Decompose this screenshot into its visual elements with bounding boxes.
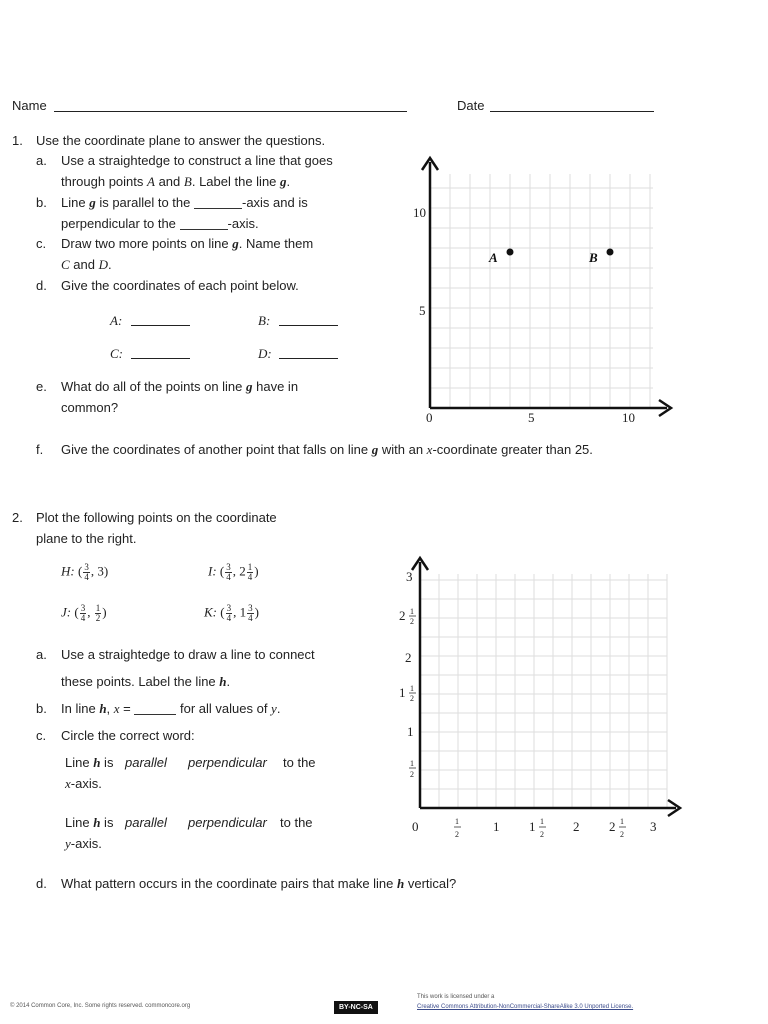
x-tick-0: 0 [412,819,419,834]
x-variable: x [426,442,433,457]
denominator: 2 [95,613,101,623]
point-a-label: A [147,174,155,189]
y-tick-1: 1 [407,724,414,739]
text: and [69,257,99,272]
y-tick-3: 3 [406,569,413,584]
line-h-label: h [93,755,101,770]
q2c2-to-the: to the [280,815,313,830]
q2c1-to-the: to the [283,755,316,770]
q2-stem-line1: Plot the following points on the coordinate [36,510,277,525]
q1d-letter: d. [36,278,47,293]
text: = [119,701,135,716]
q2a-line1: Use a straightedge to draw a line to connect [61,647,315,662]
x-tick-5: 5 [528,410,535,425]
point-h: H: ( $\frac{3}{4}$ , 3) [61,562,109,582]
text: What pattern occurs in the coordinate pairs that make line [61,876,398,891]
text: . [226,674,231,689]
line-h-label: h [99,701,107,716]
answer-blank[interactable] [180,229,228,230]
text: -axis. [227,216,259,231]
copyright-text: © 2014 Common Core, Inc. Some rights reserved. commoncore.org [10,1003,191,1009]
q1f-text [61,443,593,456]
text: Line [61,195,90,210]
q2c1-line2 [65,777,102,790]
numerator: 3 [226,562,231,572]
line-g-label: g [246,379,253,394]
x-tick-0-5-den: 2 [455,830,459,839]
q1d-text: Give the coordinates of each point below. [61,278,299,293]
q1a-line1: Use a straightedge to construct a line that goes [61,153,333,168]
text: -axis. [70,836,102,851]
whole: 1 [239,604,247,620]
answer-blank[interactable] [194,208,242,209]
y-variable: y [65,836,71,851]
x-variable: x [65,776,71,791]
q2-stem-line2: plane to the right. [36,531,137,546]
numerator: 3 [248,603,253,613]
q1b-line2 [61,217,259,230]
grid-1 [430,174,653,408]
cc-license-badge[interactable] [334,996,378,1014]
q2a-line2 [61,675,230,688]
x-tick-1-5-num: 1 [540,817,544,826]
text: Draw two more points on line [61,236,233,251]
text: . [286,174,291,189]
q2-number: 2. [12,510,23,525]
q2a-letter: a. [36,647,47,662]
point-c-label: C [61,257,70,272]
text: and [154,174,184,189]
y-tick-0-5-num: 1 [410,759,414,768]
fraction [226,604,233,623]
denominator: 4 [80,613,86,623]
denominator: 4 [84,572,89,582]
point-b-label: B [589,250,598,265]
text: . [276,701,281,716]
line-h-label: h [93,815,101,830]
parallel-choice-1[interactable]: parallel [125,755,167,770]
x-tick-1-5-whole: 1 [529,819,536,834]
point-k: K: ( $\frac{3}{4}$ , 1 $\frac{3}{4}$ ) [204,603,259,623]
coordinate-plane-2[interactable] [392,552,687,852]
point-j-label: J: [61,604,72,620]
q1c-letter: c. [36,236,47,251]
q1e-line2: common? [61,400,119,415]
coord-a-blank[interactable] [131,325,190,326]
denominator: 4 [226,613,232,623]
point-b [607,249,614,256]
point-a-label: A [489,250,498,265]
coord-c-blank[interactable] [131,358,190,359]
text: have in [252,379,299,394]
q1-number: 1. [12,133,23,148]
answer-blank[interactable] [134,714,176,715]
fraction [225,563,232,582]
x-variable: x [113,701,120,716]
y-tick-5: 5 [419,303,426,318]
q1c-line1 [61,237,313,250]
y-tick-10: 10 [413,205,426,220]
coordinate-plane-1[interactable] [395,150,685,430]
point-d-label: D [98,257,108,272]
text: . Name them [238,236,314,251]
point-k-label: K: [204,604,217,620]
q1c-line2 [61,258,112,271]
y-tick-2-5-den: 2 [410,617,414,626]
coord-b-label: B: [258,313,271,328]
perpendicular-choice-2[interactable]: perpendicular [188,815,267,830]
date-field[interactable] [490,111,654,112]
grid-2 [420,574,667,808]
x-tick-10: 10 [622,410,635,425]
text: -coordinate greater than 25. [432,442,593,457]
line-h-label: h [219,674,227,689]
x-tick-1-5-den: 2 [540,830,544,839]
text: vertical? [404,876,457,891]
q1e-letter: e. [36,379,47,394]
q1-stem: Use the coordinate plane to answer the questions. [36,133,326,148]
q2d-text [61,877,456,890]
line-g-label: g [280,174,287,189]
q2c1-line1 [65,756,113,769]
q1a-line2 [61,175,290,188]
whole: 2 [239,563,246,579]
date-label: Date [457,98,485,113]
text: for all values of [176,701,272,716]
q2b-letter: b. [36,701,47,716]
q2d-letter: d. [36,876,47,891]
text: -axis. [70,776,102,791]
coord-d-label: D: [258,346,272,361]
x-tick-3: 3 [650,819,657,834]
q2c2-line2 [65,837,102,850]
fraction [247,563,254,582]
text: What do all of the points on line [61,379,247,394]
x-tick-0: 0 [426,410,433,425]
point-i-label: I: [208,563,217,579]
x-tick-1: 1 [493,819,500,834]
y-tick-1-5-den: 2 [410,694,414,703]
text: Line [65,815,94,830]
q1e-line1 [61,380,298,393]
numerator: 1 [95,603,101,613]
text: . Label the line [191,174,281,189]
name-field[interactable] [54,111,407,112]
text: perpendicular to the [61,216,180,231]
numerator: 1 [247,562,253,572]
text: In line [61,701,100,716]
cc-icon: BY-NC-SA [334,1001,378,1014]
coord-d-blank[interactable] [279,358,338,359]
text: . [107,257,112,272]
name-label: Name [12,98,47,113]
x-tick-2: 2 [573,819,580,834]
numerator: 3 [84,562,89,572]
fraction [95,604,102,623]
text: with an [378,442,427,457]
y-tick-1-5-whole: 1 [399,685,406,700]
y-tick-0-5-den: 2 [410,770,414,779]
coord-a-label: A: [110,313,123,328]
y-tick-2-5-num: 1 [410,607,414,616]
x-tick-2-5-den: 2 [620,830,624,839]
fraction [83,563,90,582]
text: through points [61,174,148,189]
denominator: 4 [247,572,253,582]
point-b-label: B [183,174,192,189]
q2c2-line1 [65,816,113,829]
denominator: 4 [248,613,253,623]
coord-b-blank[interactable] [279,325,338,326]
fraction [247,604,254,623]
line-g-label: g [232,236,239,251]
q2c-text: Circle the correct word: [61,728,195,743]
y-tick-2: 2 [405,650,412,665]
line-g-label: g [89,195,96,210]
q2b-text [61,702,280,715]
point-j: J: ( $\frac{3}{4}$ , $\frac{1}{2}$ ) [61,603,107,623]
q1b-letter: b. [36,195,47,210]
perpendicular-choice-1[interactable]: perpendicular [188,755,267,770]
text: is [100,815,114,830]
q1a-letter: a. [36,153,47,168]
coord-c-label: C: [110,346,123,361]
text: is [100,755,114,770]
line-h-label: h [397,876,405,891]
y-tick-1-5-num: 1 [410,684,414,693]
q1f-letter: f. [36,442,44,457]
x-tick-2-5-whole: 2 [609,819,616,834]
license-link[interactable]: Creative Commons Attribution-NonCommercial-ShareAlike 3.0 Unported License. [417,1004,634,1010]
denominator: 4 [226,572,231,582]
whole: 3 [97,563,104,579]
numerator: 3 [226,603,232,613]
text: these points. Label the line [61,674,220,689]
line-g-label: g [371,442,379,457]
q2c-letter: c. [36,728,47,743]
license-text-line1: This work is licensed under a [417,994,495,1000]
numerator: 3 [80,603,86,613]
parallel-choice-2[interactable]: parallel [125,815,167,830]
text: , [106,701,114,716]
text: Give the coordinates of another point that falls on line [61,442,372,457]
y-tick-2-5-whole: 2 [399,608,406,623]
y-variable: y [271,701,277,716]
point-h-label: H: [61,563,75,579]
x-tick-0-5-num: 1 [455,817,459,826]
text: -axis and is [241,195,308,210]
point-a [507,249,514,256]
q1b-line1 [61,196,308,209]
x-tick-2-5-num: 1 [620,817,624,826]
point-i: I: ( $\frac{3}{4}$ , 2 $\frac{1}{4}$ ) [208,562,259,582]
text: is parallel to the [95,195,194,210]
text: Line [65,755,94,770]
fraction [80,604,87,623]
